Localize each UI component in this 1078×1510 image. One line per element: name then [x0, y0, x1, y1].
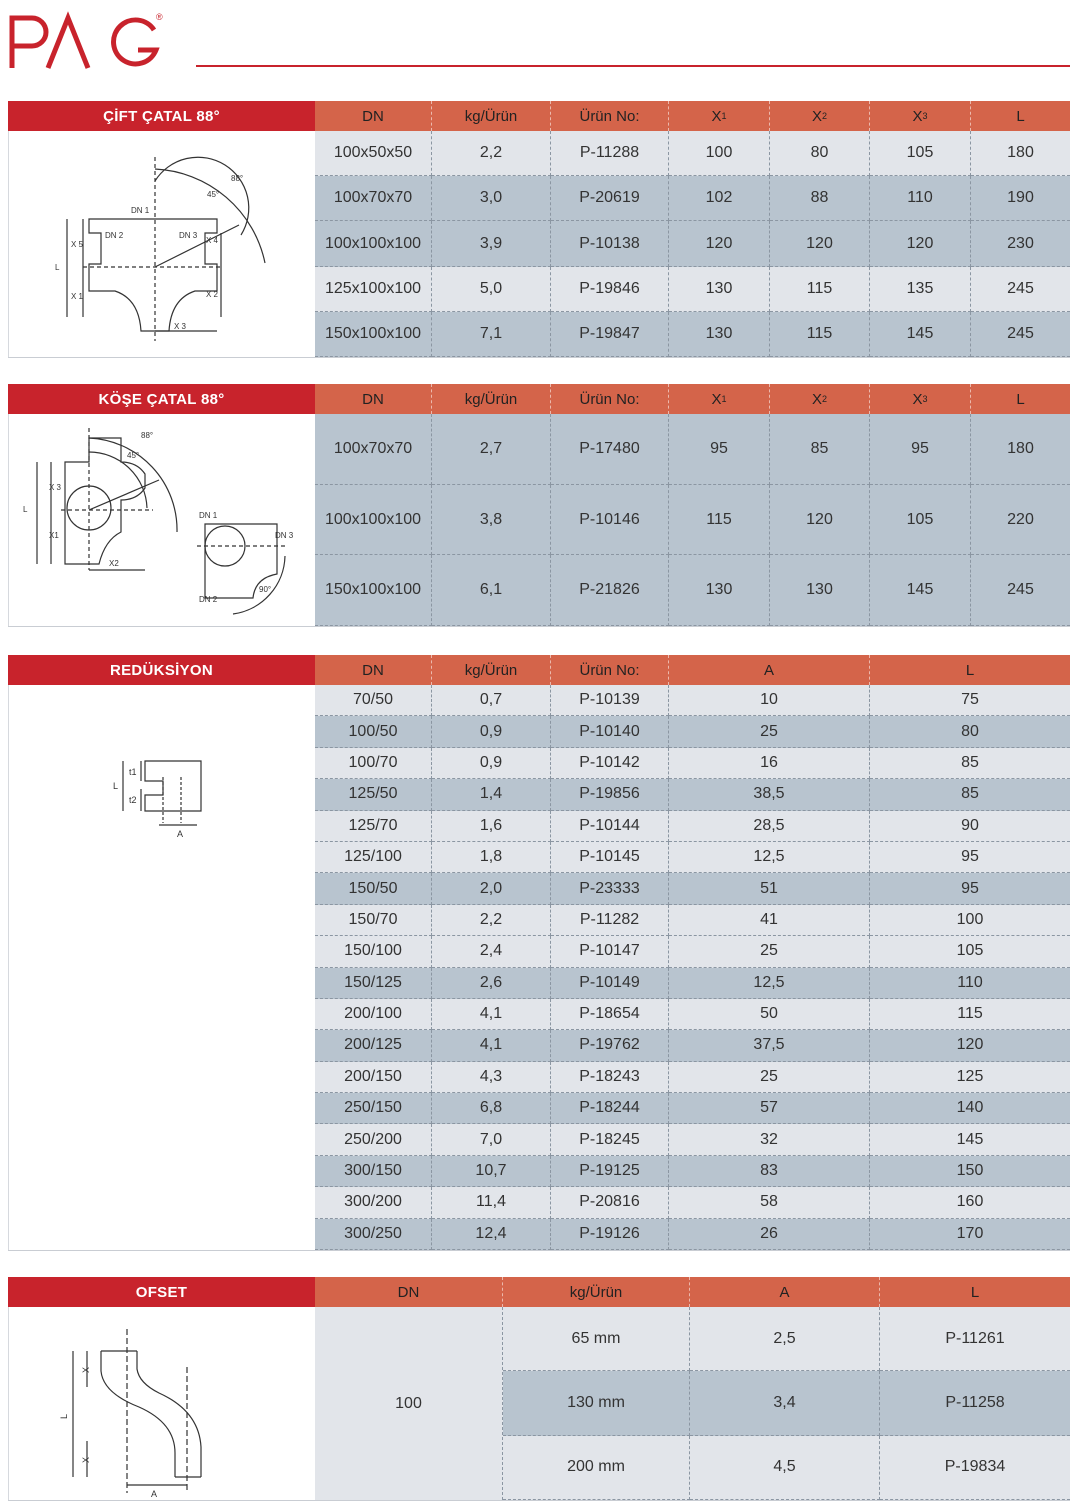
header-x3: X 3 [870, 101, 971, 131]
cell-kg: 2,7 [432, 414, 551, 485]
cell-dn: 250/150 [315, 1093, 432, 1124]
cell-l: 180 [971, 414, 1070, 485]
cell-kg: 7,0 [432, 1124, 551, 1155]
cell-a: 25 [669, 936, 870, 967]
cell-x2: 120 [770, 221, 870, 266]
table-row [315, 842, 1070, 873]
cell-l: 170 [870, 1219, 1070, 1250]
svg-text:X1: X1 [49, 531, 59, 540]
cell-dn: 125/100 [315, 842, 432, 873]
cell-dn: 100x100x100 [315, 221, 432, 266]
cell-l: 115 [870, 999, 1070, 1030]
cell-a: 12,5 [669, 968, 870, 999]
table-row [315, 1187, 1070, 1218]
cell-l: 245 [971, 267, 1070, 312]
cell-dn: 150x100x100 [315, 555, 432, 626]
svg-text:45°: 45° [207, 190, 220, 199]
table-row [315, 936, 1070, 967]
cell-a: 83 [669, 1156, 870, 1187]
cell-dn: 300/150 [315, 1156, 432, 1187]
cell-dn: 100/50 [315, 716, 432, 747]
cell-no: P-19847 [551, 312, 669, 357]
table-row [503, 1371, 1070, 1435]
cell-x3: 105 [870, 131, 971, 176]
svg-text:L: L [55, 263, 60, 272]
cell-no: P-17480 [551, 414, 669, 485]
cell-l: 90 [870, 811, 1070, 842]
reduksiyon-rows [315, 685, 1070, 1250]
cell-dn: 100x70x70 [315, 414, 432, 485]
cell-dn: 200/125 [315, 1030, 432, 1061]
cell-dn: 100x50x50 [315, 131, 432, 176]
cell-l: 230 [971, 221, 1070, 266]
cell-kg: 6,1 [432, 555, 551, 626]
cell-x3: 145 [870, 312, 971, 357]
cell-kg: 0,7 [432, 685, 551, 716]
svg-text:X: X [81, 1366, 91, 1373]
cell-no: P-10146 [551, 485, 669, 556]
header-l: L [1016, 107, 1025, 125]
cell-a: 4,5 [690, 1436, 880, 1500]
cell-dn: 250/200 [315, 1124, 432, 1155]
cell-kg: 2,4 [432, 936, 551, 967]
cell-a: 2,5 [690, 1307, 880, 1371]
cell-l: 85 [870, 748, 1070, 779]
cell-dn: 150/100 [315, 936, 432, 967]
cell-kg: 0,9 [432, 716, 551, 747]
cell-l: 120 [870, 1030, 1070, 1061]
cell-x2: 88 [770, 176, 870, 221]
cell-x3: 105 [870, 485, 971, 556]
cell-no: P-11282 [551, 905, 669, 936]
cell-a: 16 [669, 748, 870, 779]
cell-l: 95 [870, 842, 1070, 873]
pag-logo [6, 6, 166, 72]
cell-a: 38,5 [669, 779, 870, 810]
svg-text:X 3: X 3 [174, 322, 187, 331]
section-kose-catal [8, 384, 1070, 627]
table-row [315, 811, 1070, 842]
svg-text:DN 1: DN 1 [199, 511, 218, 520]
cell-no: P-19856 [551, 779, 669, 810]
section-cift-catal [8, 101, 1070, 358]
cell-kg: 1,4 [432, 779, 551, 810]
cell-x1: 115 [669, 485, 770, 556]
svg-text:X 2: X 2 [206, 290, 219, 299]
cell-no: P-10145 [551, 842, 669, 873]
table-row [315, 1156, 1070, 1187]
header-rule [196, 65, 1070, 67]
cell-a: 37,5 [669, 1030, 870, 1061]
cell-x1: 100 [669, 131, 770, 176]
cift-catal-rows [315, 131, 1070, 357]
cell-no: P-18243 [551, 1062, 669, 1093]
header-dn: DN [315, 101, 432, 131]
header-kg: kg/Ürün [432, 384, 551, 414]
cell-dn: 150x100x100 [315, 312, 432, 357]
cell-kg: 2,2 [432, 131, 551, 176]
table-row [315, 873, 1070, 904]
cell-kg: 4,3 [432, 1062, 551, 1093]
cell-no: P-10140 [551, 716, 669, 747]
cell-no: P-18244 [551, 1093, 669, 1124]
cell-no: P-10149 [551, 968, 669, 999]
kose-catal-rows [315, 414, 1070, 626]
cell-no: P-10147 [551, 936, 669, 967]
table-row [315, 1062, 1070, 1093]
cell-kg: 1,6 [432, 811, 551, 842]
table-row [315, 716, 1070, 747]
cell-dn: 300/200 [315, 1187, 432, 1218]
table-row [315, 131, 1070, 176]
section-title: KÖŞE ÇATAL 88° [8, 384, 315, 414]
cell-l: 100 [870, 905, 1070, 936]
cell-x2: 80 [770, 131, 870, 176]
header-x2: X 2 [770, 384, 870, 414]
svg-text:X 4: X 4 [206, 236, 219, 245]
svg-text:A: A [151, 1489, 158, 1499]
header-a: A [690, 1277, 880, 1307]
cell-no: P-10142 [551, 748, 669, 779]
cell-no: P-18245 [551, 1124, 669, 1155]
offset-diagram [8, 1307, 315, 1500]
cell-no: P-19846 [551, 267, 669, 312]
cell-x1: 130 [669, 267, 770, 312]
svg-text:t1: t1 [129, 767, 137, 777]
section-title: REDÜKSİYON [8, 655, 315, 685]
header-kg: kg/Ürün [432, 655, 551, 685]
header-urun-no: Ürün No: [551, 101, 669, 131]
reducer-diagram [8, 685, 315, 1250]
cell-dn: 100x70x70 [315, 176, 432, 221]
svg-text:L: L [113, 781, 119, 791]
cell-x3: 95 [870, 414, 971, 485]
svg-text:X2: X2 [109, 559, 119, 568]
cell-l: 150 [870, 1156, 1070, 1187]
corner-branch-diagram [8, 414, 315, 626]
cell-a: 12,5 [669, 842, 870, 873]
cell-a: 51 [669, 873, 870, 904]
table-row [315, 267, 1070, 312]
ofset-dn-cell: 100 [315, 1307, 503, 1500]
header-x3: X 3 [870, 384, 971, 414]
cell-no: P-23333 [551, 873, 669, 904]
header-dn: DN [315, 384, 432, 414]
table-row [315, 1219, 1070, 1250]
svg-text:88°: 88° [231, 174, 244, 183]
svg-text:DN 3: DN 3 [275, 531, 294, 540]
table-row [315, 414, 1070, 485]
section-ofset [8, 1277, 1070, 1501]
cell-no: P-10139 [551, 685, 669, 716]
header-urun-no: Ürün No: [551, 655, 669, 685]
cell-a: 32 [669, 1124, 870, 1155]
cell-x1: 95 [669, 414, 770, 485]
cell-dn: 200/150 [315, 1062, 432, 1093]
cell-l: 75 [870, 685, 1070, 716]
svg-text:X 3: X 3 [49, 483, 62, 492]
cell-no: P-19126 [551, 1219, 669, 1250]
cell-kg: 0,9 [432, 748, 551, 779]
cell-kg: 3,8 [432, 485, 551, 556]
cell-x2: 120 [770, 485, 870, 556]
svg-text:DN 1: DN 1 [131, 206, 150, 215]
table-row [315, 905, 1070, 936]
cell-no: P-19762 [551, 1030, 669, 1061]
cell-dn: 70/50 [315, 685, 432, 716]
cell-kg: 2,6 [432, 968, 551, 999]
cell-dn: 125/70 [315, 811, 432, 842]
table-row [315, 968, 1070, 999]
cell-x2: 115 [770, 267, 870, 312]
double-branch-diagram [8, 131, 315, 357]
cell-dn: 150/70 [315, 905, 432, 936]
cell-dn: 200/100 [315, 999, 432, 1030]
svg-text:DN 2: DN 2 [199, 595, 218, 604]
cell-l: P-11258 [880, 1371, 1070, 1435]
cell-dn: 300/250 [315, 1219, 432, 1250]
cell-l: 245 [971, 312, 1070, 357]
cell-dn: 150/50 [315, 873, 432, 904]
svg-text:X 5: X 5 [71, 240, 84, 249]
svg-text:L: L [23, 505, 28, 514]
cell-l: 105 [870, 936, 1070, 967]
svg-text:X: X [81, 1456, 91, 1463]
cell-a: 50 [669, 999, 870, 1030]
cell-no: P-21826 [551, 555, 669, 626]
cell-l: 140 [870, 1093, 1070, 1124]
table-row [315, 312, 1070, 357]
cell-l: 125 [870, 1062, 1070, 1093]
section-title: ÇİFT ÇATAL 88° [8, 101, 315, 131]
cell-no: P-10138 [551, 221, 669, 266]
header-dn: DN [315, 1277, 503, 1307]
table-row [503, 1307, 1070, 1371]
ofset-table [315, 1307, 1070, 1500]
cell-kg: 12,4 [432, 1219, 551, 1250]
cell-x3: 110 [870, 176, 971, 221]
svg-text:t2: t2 [129, 795, 137, 805]
cell-kg: 7,1 [432, 312, 551, 357]
table-row [315, 485, 1070, 556]
cell-l: P-11261 [880, 1307, 1070, 1371]
header-x2: X 2 [770, 101, 870, 131]
svg-text:DN 2: DN 2 [105, 231, 124, 240]
cell-x1: 102 [669, 176, 770, 221]
cell-a: 26 [669, 1219, 870, 1250]
cell-x1: 130 [669, 312, 770, 357]
cell-kg: 3,0 [432, 176, 551, 221]
header-x1: X 1 [669, 101, 770, 131]
cell-kg: 6,8 [432, 1093, 551, 1124]
header-dn: DN [315, 655, 432, 685]
cell-no: P-20816 [551, 1187, 669, 1218]
cell-no: P-20619 [551, 176, 669, 221]
cell-kg: 130 mm [503, 1371, 690, 1435]
cell-kg: 4,1 [432, 1030, 551, 1061]
cell-dn: 125x100x100 [315, 267, 432, 312]
table-row [315, 779, 1070, 810]
svg-text:L: L [59, 1413, 69, 1419]
header-a: A [669, 655, 870, 685]
table-row [315, 1030, 1070, 1061]
cell-no: P-11288 [551, 131, 669, 176]
cell-x1: 130 [669, 555, 770, 626]
cell-kg: 5,0 [432, 267, 551, 312]
table-row [315, 555, 1070, 626]
cell-x3: 135 [870, 267, 971, 312]
cell-kg: 11,4 [432, 1187, 551, 1218]
cell-l: 145 [870, 1124, 1070, 1155]
svg-text:88°: 88° [141, 431, 154, 440]
cell-l: 80 [870, 716, 1070, 747]
header-l: L [965, 661, 975, 679]
cell-l: 85 [870, 779, 1070, 810]
section-title: OFSET [8, 1277, 315, 1307]
svg-text:A: A [177, 829, 184, 839]
header-l: L [1016, 390, 1025, 408]
table-row [315, 685, 1070, 716]
cell-kg: 1,8 [432, 842, 551, 873]
cell-x2: 85 [770, 414, 870, 485]
cell-a: 10 [669, 685, 870, 716]
cell-x2: 115 [770, 312, 870, 357]
cell-l: 190 [971, 176, 1070, 221]
cell-kg: 2,2 [432, 905, 551, 936]
cell-l: 245 [971, 555, 1070, 626]
cell-x1: 120 [669, 221, 770, 266]
cell-no: P-10144 [551, 811, 669, 842]
cell-kg: 200 mm [503, 1436, 690, 1500]
svg-text:45°: 45° [127, 451, 140, 460]
cell-x3: 145 [870, 555, 971, 626]
cell-a: 58 [669, 1187, 870, 1218]
cell-no: P-19125 [551, 1156, 669, 1187]
cell-a: 41 [669, 905, 870, 936]
table-row [315, 221, 1070, 266]
cell-l: P-19834 [880, 1436, 1070, 1500]
table-row [315, 1124, 1070, 1155]
cell-kg: 10,7 [432, 1156, 551, 1187]
cell-kg: 3,9 [432, 221, 551, 266]
registered-mark: ® [156, 12, 163, 22]
table-row [315, 1093, 1070, 1124]
header-urun-no: Ürün No: [551, 384, 669, 414]
table-row [315, 176, 1070, 221]
cell-x2: 130 [770, 555, 870, 626]
header-l: L [970, 1283, 980, 1301]
cell-kg: 4,1 [432, 999, 551, 1030]
table-row [315, 999, 1070, 1030]
cell-l: 220 [971, 485, 1070, 556]
cell-no: P-18654 [551, 999, 669, 1030]
cell-dn: 100/70 [315, 748, 432, 779]
cell-l: 110 [870, 968, 1070, 999]
cell-dn: 100x100x100 [315, 485, 432, 556]
ofset-rows [503, 1307, 1070, 1500]
cell-l: 180 [971, 131, 1070, 176]
header-kg: kg/Ürün [432, 101, 551, 131]
svg-text:DN 3: DN 3 [179, 231, 198, 240]
table-row [315, 748, 1070, 779]
header-kg: kg/Ürün [503, 1277, 690, 1307]
svg-text:X 1: X 1 [71, 292, 84, 301]
cell-kg: 2,0 [432, 873, 551, 904]
cell-a: 57 [669, 1093, 870, 1124]
header-x1: X 1 [669, 384, 770, 414]
cell-a: 25 [669, 716, 870, 747]
svg-text:90°: 90° [259, 585, 272, 594]
cell-kg: 65 mm [503, 1307, 690, 1371]
cell-l: 95 [870, 873, 1070, 904]
cell-dn: 125/50 [315, 779, 432, 810]
cell-x3: 120 [870, 221, 971, 266]
section-reduksiyon [8, 655, 1070, 1251]
table-row [503, 1436, 1070, 1500]
cell-dn: 150/125 [315, 968, 432, 999]
cell-a: 3,4 [690, 1371, 880, 1435]
cell-a: 28,5 [669, 811, 870, 842]
cell-l: 160 [870, 1187, 1070, 1218]
cell-a: 25 [669, 1062, 870, 1093]
